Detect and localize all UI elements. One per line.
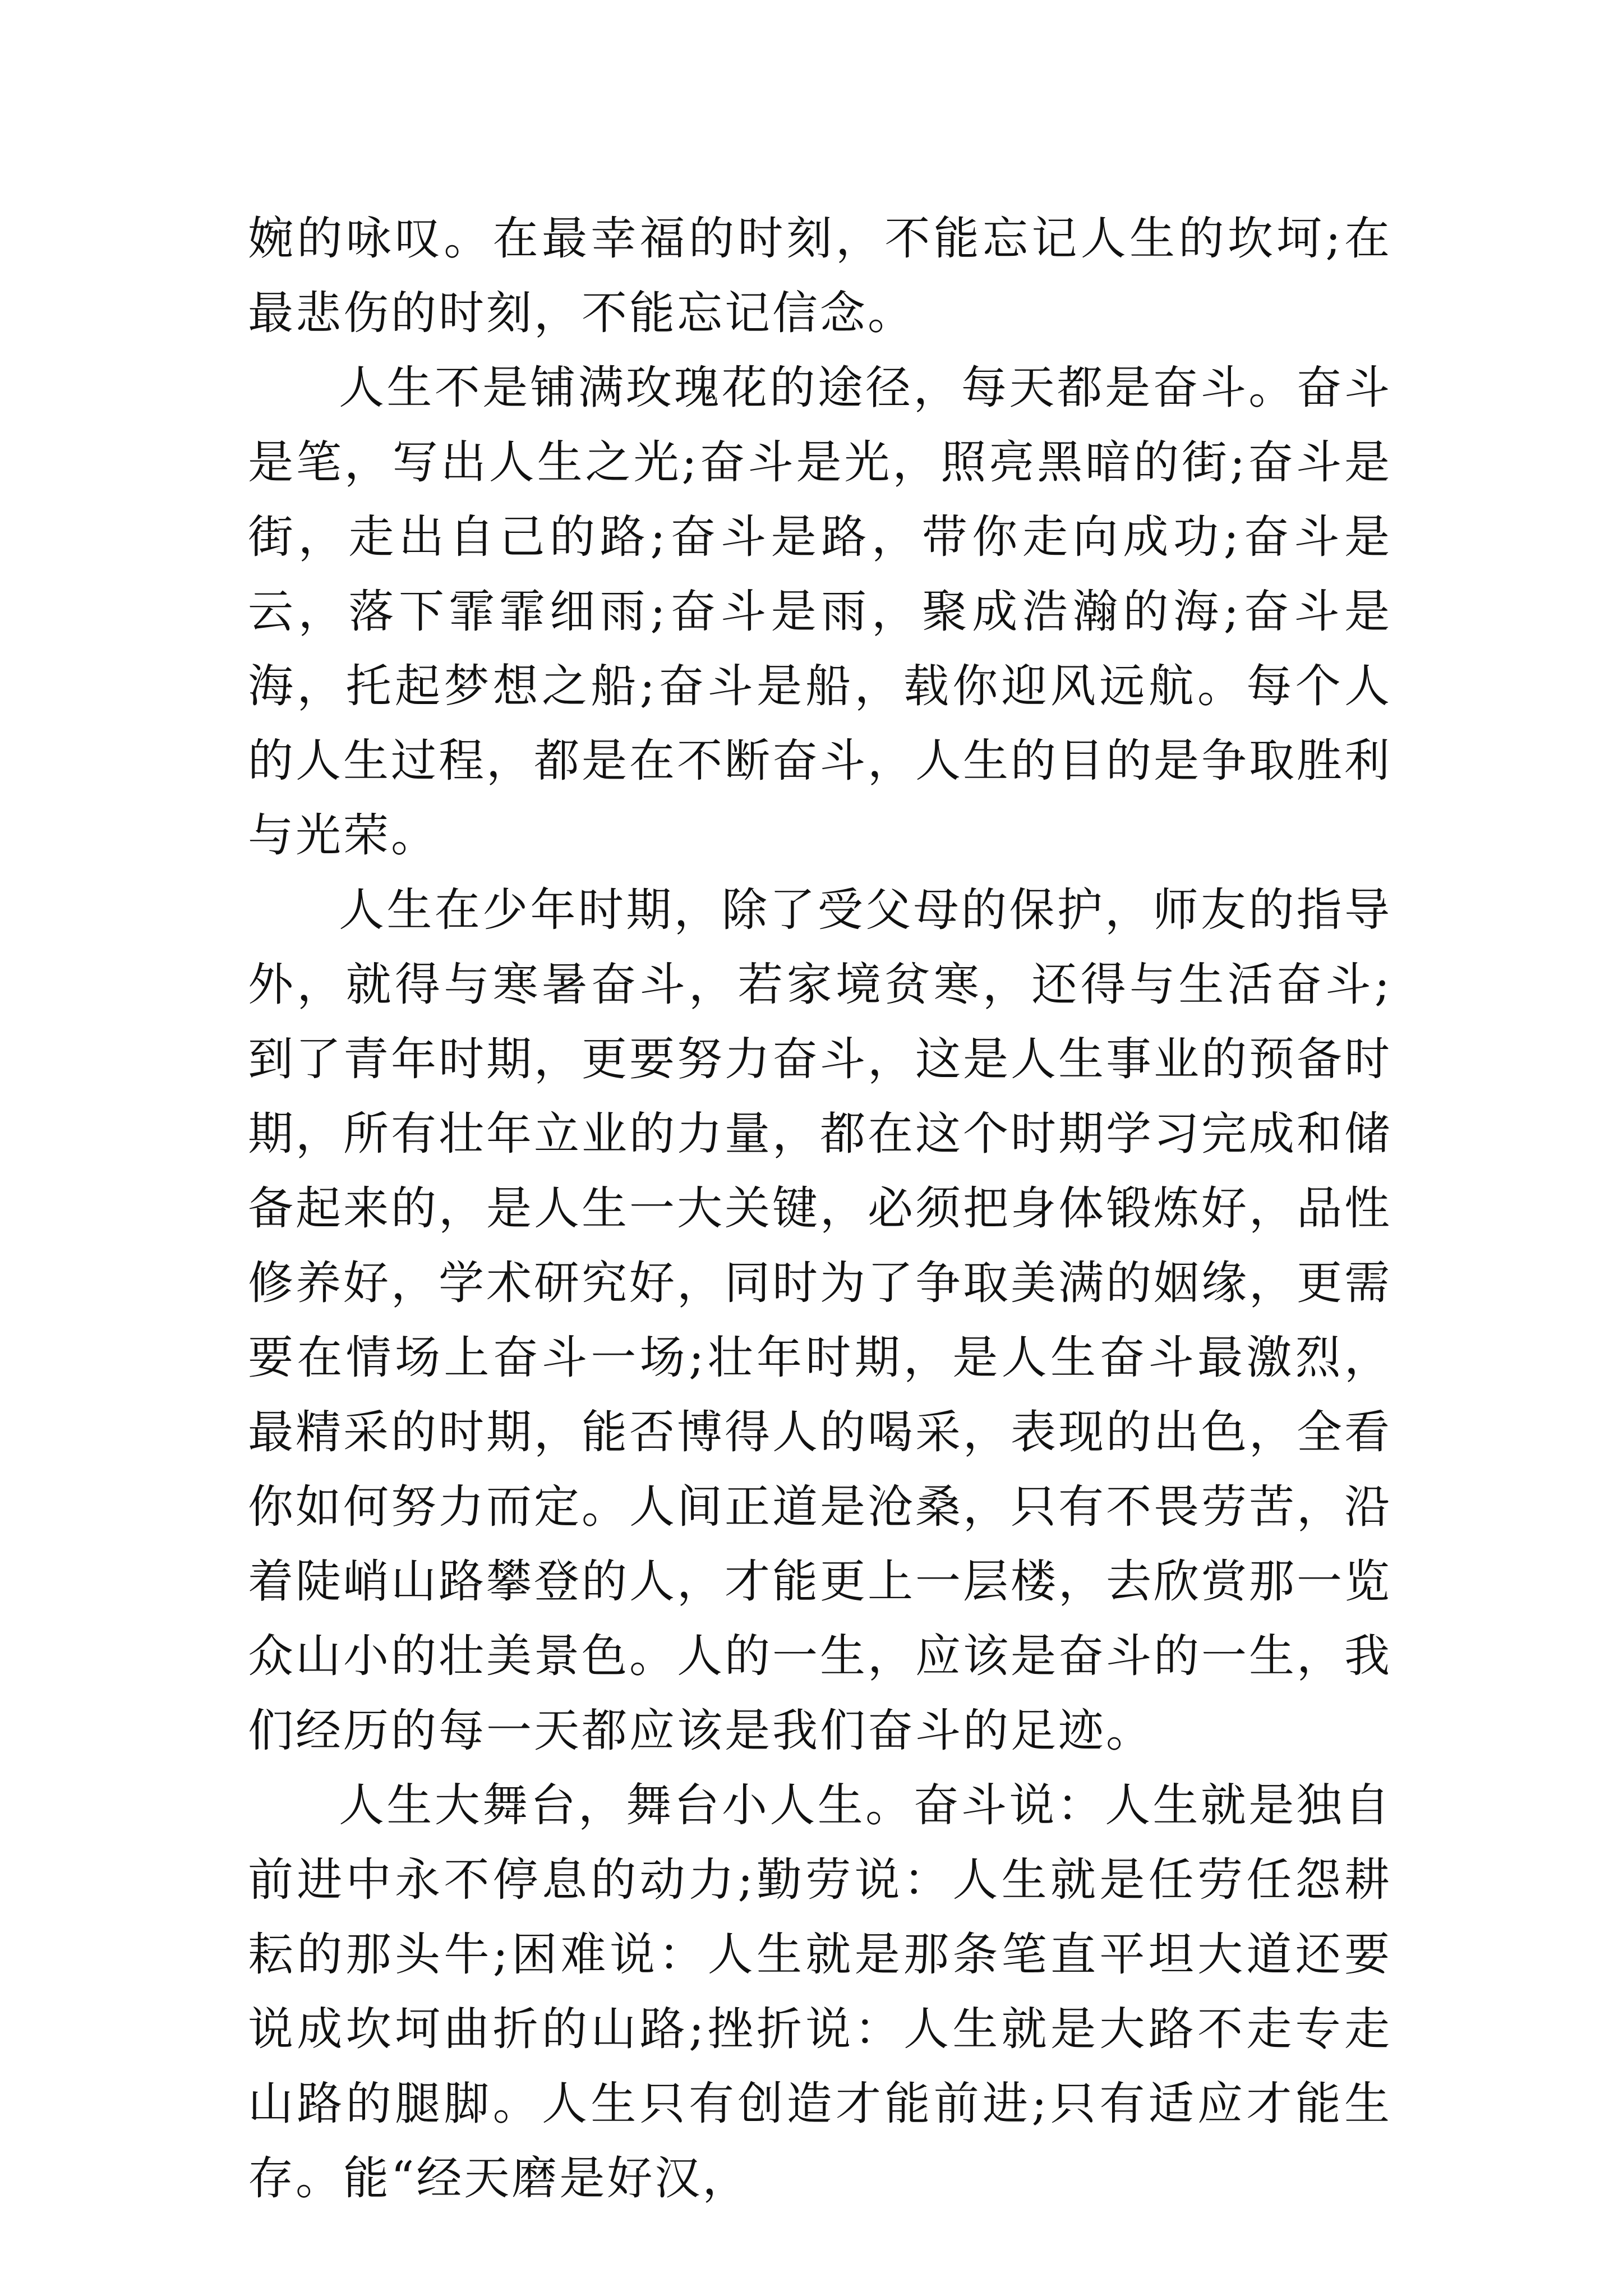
document-body xyxy=(248,202,1392,2216)
paragraph-life-stage: 人生大舞台，舞台小人生。奋斗说：人生就是独自前进中永不停息的动力;勤劳说：人生就是任劳任怨耕耘的那头牛;困难说：人生就是那条笔直平坦大道还要说成坎坷曲折的山路;挫折说：人生就是大路不走专走山路的腿脚。人生只有创造才能前进;只有适应才能生存。能“经天磨是好汉， xyxy=(248,1779,1392,2205)
paragraph-life-stages: 人生在少年时期，除了受父母的保护，师友的指导外，就得与寒暑奋斗，若家境贫寒，还得与生活奋斗;到了青年时期，更要努力奋斗，这是人生事业的预备时期，所有壮年立业的力量，都在这个时期学习完成和储备起来的，是人生一大关键，必须把身体锻炼好，品性修养好，学术研究好，同时为了争取美满的姻缘，更需要在情场上奋斗一场;壮年时期，是人生奋斗最激烈，最精采的时期，能否博得人的喝采，表现的出色，全看你如何努力而定。人间正道是沧桑，只有不畏劳苦，沿着陡峭山路攀登的人，才能更上一层楼，去欣赏那一览众山小的壮美景色。人的一生，应该是奋斗的一生，我们经历的每一天都应该是我们奋斗的足迹。 xyxy=(248,884,1393,1757)
paragraph-struggle-metaphors: 人生不是铺满玫瑰花的途径，每天都是奋斗。奋斗是笔，写出人生之光;奋斗是光，照亮黑暗的街;奋斗是街，走出自己的路;奋斗是路，带你走向成功;奋斗是云，落下霏霏细雨;奋斗是雨，聚成浩瀚的海;奋斗是海，托起梦想之船;奋斗是船，载你迎风远航。每个人的人生过程，都是在不断奋斗，人生的目的是争取胜利与光荣。 xyxy=(248,362,1393,862)
paragraph-continuation: 婉的咏叹。在最幸福的时刻，不能忘记人生的坎坷;在最悲伤的时刻，不能忘记信念。 xyxy=(248,213,1392,340)
